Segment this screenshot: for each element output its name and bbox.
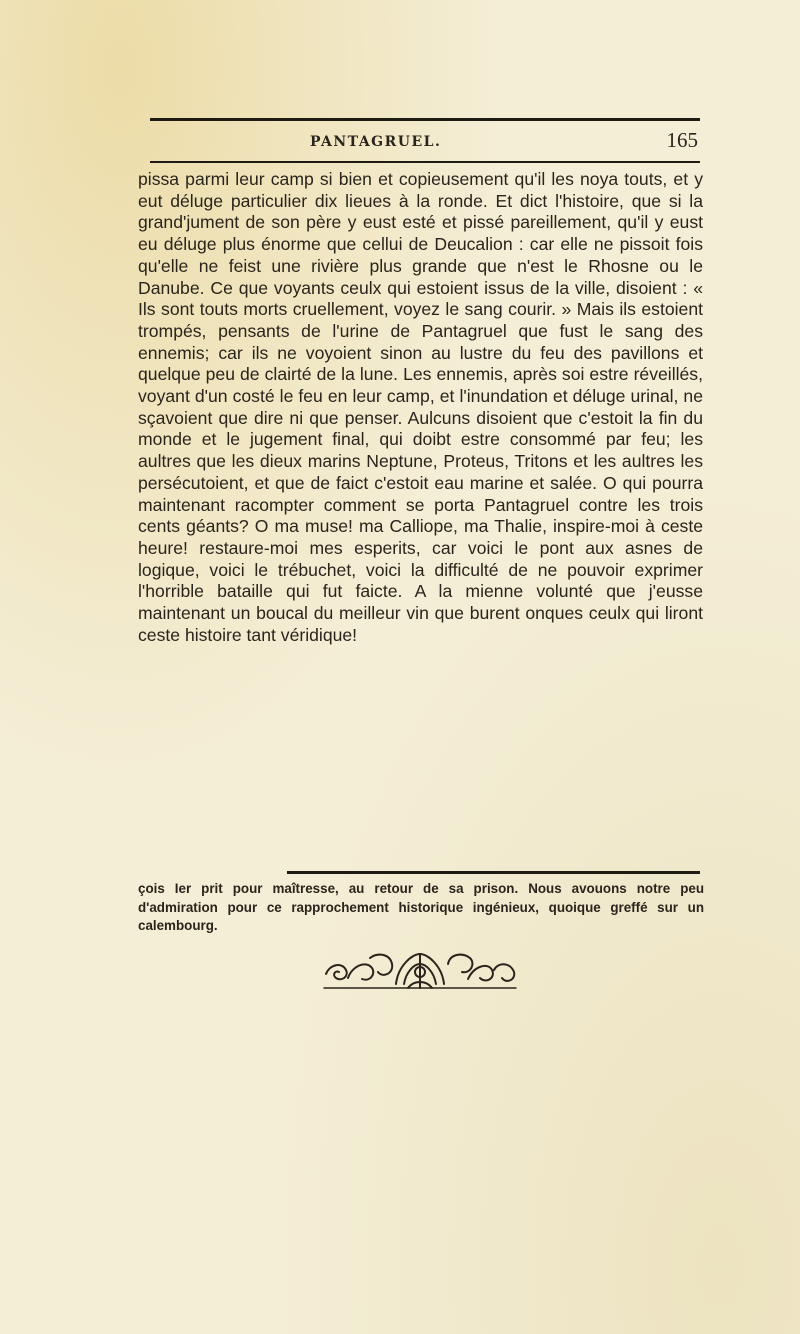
ornament-svg	[320, 944, 520, 994]
running-title: PANTAGRUEL.	[310, 134, 442, 150]
footnote-rule	[287, 871, 700, 874]
footnote-text: çois Ier prit pour maîtresse, au retour de sa prison. Nous avouons notre peu d'admiration pour ce rapprochement historique ingénieux, quoique greffé sur un calembourg.	[138, 881, 704, 933]
header-rule	[150, 161, 700, 163]
top-rule	[150, 118, 700, 121]
body-paragraph: pissa parmi leur camp si bien et copieusement qu'il les noya touts, et y eut déluge particulier dix lieues à la ronde. Et dict l'histoire, que si la grand'jument de son père y eust esté et pissé pareillement, qu'il y eust eu déluge plus énorme que cellui de Deucalion : car elle ne pissoit fois qu'elle ne feist une rivière plus grande que n'est le Rhosne ou le Danube. Ce que voyants ceulx qui estoient issus de la ville, disoient : « Ils sont touts morts cruellement, voyez le sang courir. » Mais ils estoient trompés, pensants de l'urine de Pantagruel que fust le sang des ennemis; car ils ne voyoient sinon au lustre du feu des pavillons et quelque peu de clairté de la lune. Les ennemis, après soi estre réveillés, voyant d'un costé le feu en leur camp, et l'inundation et déluge urinal, ne sçavoient que dire ni que penser. Aulcuns disoient que c'estoit la fin du monde et le jugement final, qui doibt estre consommé par feu; les aultres que les dieux marins Neptune, Proteus, Tritons et les aultres les persécutoient, et que de faict c'estoit eau marine et salée. O qui pourra maintenant racompter comment se porta Pantagruel contre les trois cents géants? O ma muse! ma Calliope, ma Thalie, inspire-moi à ceste heure! restaure-moi mes esperits, car voici le pont aux asnes de logique, voici le trébuchet, voici la difficulté de ne pouvoir exprimer l'horrible bataille qui fut faicte. A la mienne volunté que j'eusse maintenant un boucal du meilleur vin que burent onques ceulx qui liront ceste histoire tant véridique!	[138, 169, 703, 645]
page-number: 165	[666, 128, 698, 152]
footnote	[138, 880, 704, 936]
body-text	[138, 169, 703, 646]
running-head	[150, 128, 700, 158]
floral-tailpiece-ornament-icon	[320, 944, 520, 994]
